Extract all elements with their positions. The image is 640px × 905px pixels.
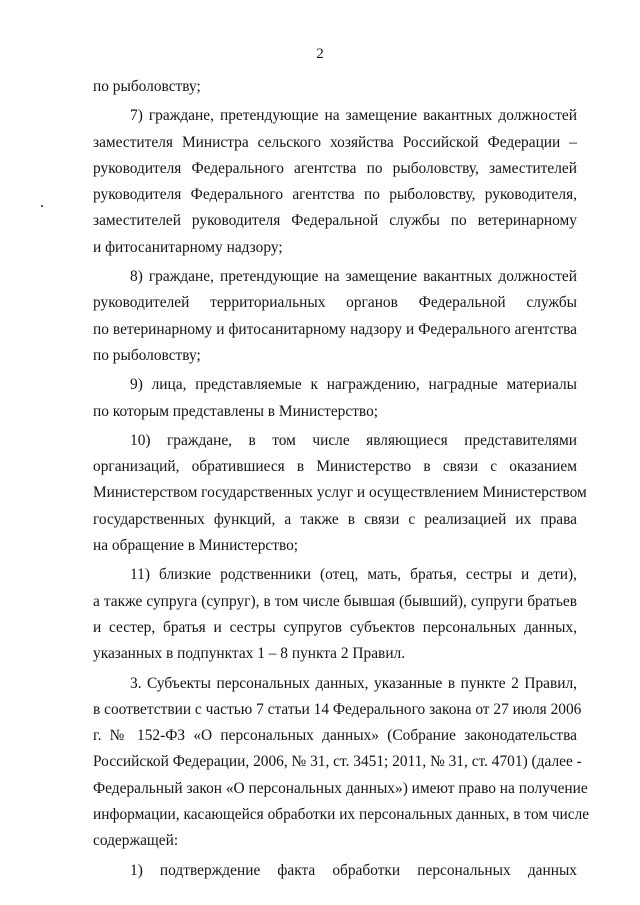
text-line: руководителей территориальных органов Федеральной службы xyxy=(93,294,577,312)
scan-speck xyxy=(41,205,43,207)
text-line: государственных функций, а также в связи с реализацией их права xyxy=(93,510,577,528)
text-line: и сестер, братья и сестры супругов субъектов персональных данных, xyxy=(93,618,577,636)
text-line: 3. Субъекты персональных данных, указанные в пункте 2 Правил, xyxy=(130,674,577,692)
text-line: руководителя Федерального агентства по рыболовству, заместителей xyxy=(93,159,577,177)
list-item-11 xyxy=(93,562,577,667)
text-line: указанных в подпунктах 1 – 8 пункта 2 Правил. xyxy=(93,645,406,663)
text-line: 11) близкие родственники (отец, мать, братья, сестры и дети), xyxy=(130,566,577,584)
list-item-8 xyxy=(93,264,577,369)
text-line: 8) граждане, претендующие на замещение вакантных должностей xyxy=(130,268,577,286)
text-line: Российской Федерации, 2006, № 31, ст. 3451; 2011, № 31, ст. 4701) (далее - xyxy=(93,753,582,771)
text-line: заместителей руководителя Федеральной службы по ветеринарному xyxy=(93,212,577,230)
text-line: на обращение в Министерство; xyxy=(93,537,299,555)
text-line: заместителя Министра сельского хозяйства Российской Федерации – xyxy=(93,133,577,151)
text-line: по рыболовству; xyxy=(93,346,201,364)
section-3 xyxy=(93,671,590,855)
text-line: содержащей: xyxy=(93,832,179,850)
text-line: а также супруга (супруг), в том числе бывшая (бывший), супруги братьев xyxy=(93,592,577,610)
text-line: по рыболовству; xyxy=(93,78,201,95)
text-line: информации, касающейся обработки их персональных данных, в том числе xyxy=(93,806,590,824)
paragraph-continuation xyxy=(93,74,577,100)
text-line: 7) граждане, претендующие на замещение вакантных должностей xyxy=(130,107,577,125)
section-3-item-1 xyxy=(93,858,577,884)
text-line: в соответствии с частью 7 статьи 14 Федерального закона от 27 июля 2006 xyxy=(93,700,582,718)
text-line: по ветеринарному и фитосанитарному надзору и Федерального агентства xyxy=(93,320,577,338)
text-line: Министерством государственных услуг и осуществлением Министерством xyxy=(93,484,587,502)
list-item-10 xyxy=(93,428,587,559)
page-number: 2 xyxy=(316,46,324,62)
text-line: 1) подтверждение факта обработки персональных данных xyxy=(130,861,577,879)
text-line: 9) лица, представляемые к награждению, наградные материалы xyxy=(130,376,577,394)
text-line: Федеральный закон «О персональных данных») имеют право на получение xyxy=(93,779,588,797)
text-line: руководителя Федерального агентства по рыболовству, руководителя, xyxy=(93,186,577,204)
text-line: и фитосанитарному надзору; xyxy=(93,238,283,256)
text-line: 10) граждане, в том числе являющиеся представителями xyxy=(130,431,577,449)
list-item-9 xyxy=(93,372,577,425)
list-item-7 xyxy=(93,103,577,261)
document-body xyxy=(93,74,590,884)
text-line: по которым представлены в Министерство; xyxy=(93,402,379,420)
text-line: г. № 152-ФЗ «О персональных данных» (Собрание законодательства xyxy=(93,727,577,745)
text-line: организаций, обратившиеся в Министерство в связи с оказанием xyxy=(93,458,577,476)
